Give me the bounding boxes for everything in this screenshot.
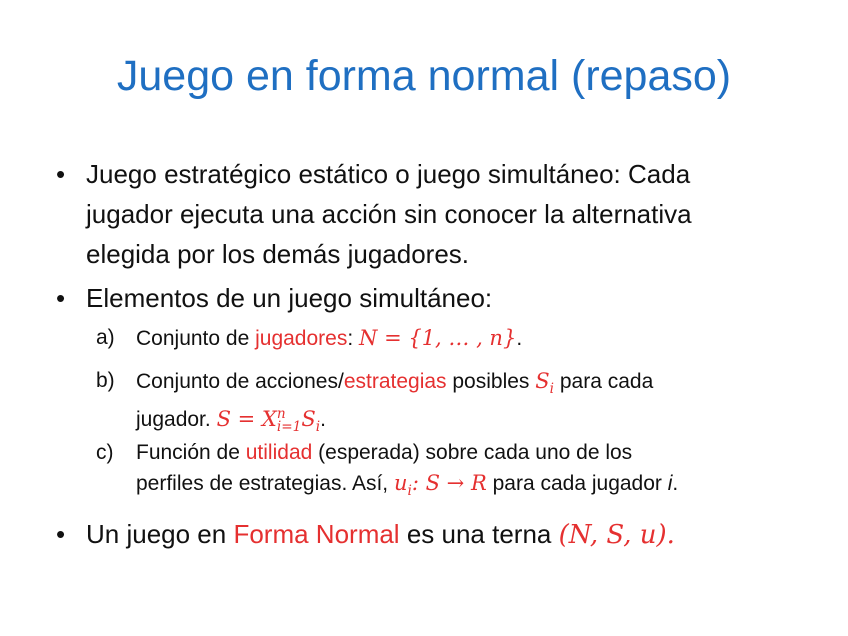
strategy-profile-formula: S = X n i=1 $S_i$	[216, 406, 321, 436]
item-utility	[96, 438, 816, 506]
item-text: Conjunto de acciones/estrategias posibles $S_i$ para cada	[136, 369, 654, 398]
strategy-set-formula: $S_i$	[535, 369, 555, 398]
slide-title: Juego en forma normal (repaso)	[116, 52, 732, 100]
item-label: b)	[96, 369, 115, 392]
bullet-normal-form	[56, 514, 816, 555]
bullet-text: Un juego en Forma Normal es una terna (N, S, u).	[86, 519, 675, 550]
bullet-dot: •	[56, 283, 66, 313]
item-players	[96, 323, 816, 354]
players-set-formula: N = {1, … , n}	[359, 326, 517, 350]
bullet-dot: •	[56, 159, 66, 189]
bullet-simultaneous-game	[56, 154, 816, 274]
item-text: Función de utilidad (esperada) sobre cada uno de los	[136, 441, 633, 464]
item-strategies	[96, 366, 816, 442]
bullet-line: elegida por los demás jugadores.	[86, 239, 470, 269]
item-label: a)	[96, 326, 115, 349]
bullet-elements	[56, 278, 816, 318]
item-text-line2: perfiles de estrategias. Así, $u_i$: S → R para cada jugador i.	[136, 471, 679, 500]
triple-formula: (N, S, u).	[558, 520, 675, 550]
utility-formula: $u_i$: S → R	[393, 471, 487, 500]
item-text-line2: jugador. S = X n i=1 $S_i$.	[136, 406, 326, 436]
item-text: Conjunto de jugadores: N = {1, … , n}.	[136, 326, 523, 350]
bullet-line: Juego estratégico estático o juego simultáneo: Cada	[86, 159, 691, 189]
item-label: c)	[96, 441, 114, 464]
bullet-dot: •	[56, 519, 66, 549]
bullet-line: jugador ejecuta una acción sin conocer la alternativa	[86, 199, 692, 229]
bullet-text: Elementos de un juego simultáneo:	[86, 283, 493, 313]
